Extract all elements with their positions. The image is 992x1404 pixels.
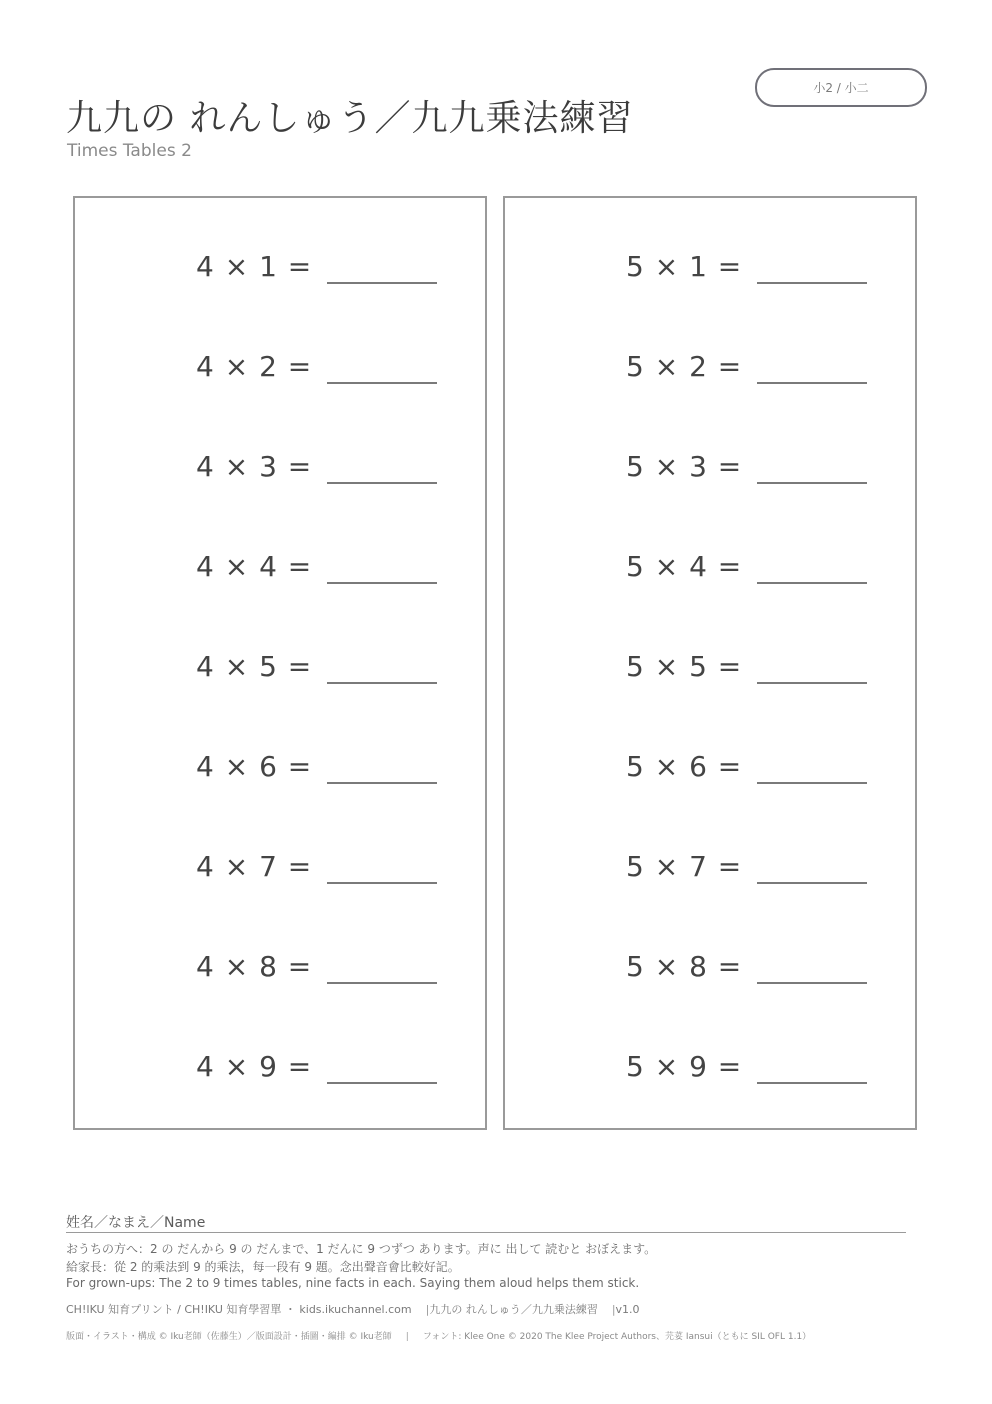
problem-text: 5 × 5 = <box>626 650 743 683</box>
problem-row <box>75 746 485 796</box>
credits-line <box>66 1329 811 1342</box>
answer-blank[interactable] <box>757 282 867 284</box>
note-english: For grown-ups: The 2 to 9 times tables, nine facts in each. Saying them aloud helps them stick. <box>66 1276 640 1290</box>
answer-blank[interactable] <box>757 382 867 384</box>
answer-blank[interactable] <box>757 982 867 984</box>
problem-row <box>505 246 915 296</box>
answer-blank[interactable] <box>757 782 867 784</box>
problem-row <box>505 1046 915 1096</box>
answer-blank[interactable] <box>327 582 437 584</box>
footer-info <box>66 1301 640 1317</box>
problem-row <box>75 246 485 296</box>
answer-blank[interactable] <box>327 1082 437 1084</box>
problem-row <box>75 1046 485 1096</box>
problem-text: 5 × 1 = <box>626 250 743 283</box>
problem-text: 5 × 9 = <box>626 1050 743 1083</box>
problem-text: 5 × 4 = <box>626 550 743 583</box>
problem-text: 4 × 2 = <box>196 350 313 383</box>
problem-text: 5 × 7 = <box>626 850 743 883</box>
right-problem-panel <box>503 196 917 1130</box>
footer-separator: | <box>405 1332 409 1342</box>
sheet-title-text: 九九の れんしゅう／九九乗法練習 <box>429 1303 598 1316</box>
problem-text: 4 × 5 = <box>196 650 313 683</box>
problem-text: 5 × 8 = <box>626 950 743 983</box>
problem-text: 5 × 2 = <box>626 350 743 383</box>
answer-blank[interactable] <box>327 782 437 784</box>
problem-row <box>505 946 915 996</box>
answer-blank[interactable] <box>327 382 437 384</box>
problem-row <box>505 646 915 696</box>
credits-layout: 版面・イラスト・構成 © Iku老師（佐藤生）／版面設計・插圖・編排 © Iku老師 <box>66 1332 392 1342</box>
answer-blank[interactable] <box>757 682 867 684</box>
problem-row <box>75 546 485 596</box>
credits-font: フォント: Klee One © 2020 The Klee Project Authors、芫荽 Iansui（ともに SIL OFL 1.1） <box>422 1332 812 1342</box>
page-subtitle: Times Tables 2 <box>67 141 192 161</box>
footer-separator: | <box>611 1303 616 1316</box>
problem-row <box>505 446 915 496</box>
version-text: v1.0 <box>615 1303 640 1316</box>
left-problem-panel <box>73 196 487 1130</box>
problem-row <box>505 346 915 396</box>
problem-row <box>505 546 915 596</box>
name-field[interactable] <box>66 1212 906 1233</box>
problem-row <box>75 446 485 496</box>
answer-blank[interactable] <box>327 682 437 684</box>
problem-text: 5 × 3 = <box>626 450 743 483</box>
note-chinese: 給家長：從 2 的乘法到 9 的乘法，每一段有 9 題。念出聲音會比較好記。 <box>66 1260 460 1274</box>
answer-blank[interactable] <box>327 982 437 984</box>
problem-row <box>75 646 485 696</box>
problem-text: 4 × 1 = <box>196 250 313 283</box>
brand-text: CH!IKU 知育プリント / CH!IKU 知育學習單 ・ kids.ikuchannel.com <box>66 1303 412 1316</box>
answer-blank[interactable] <box>327 282 437 284</box>
name-label: 姓名／なまえ／Name <box>66 1215 206 1231</box>
note-japanese: おうちの方へ：2 の だんから 9 の だんまで、1 だんに 9 つずつ あります。声に 出して 読むと おぼえます。 <box>66 1242 657 1256</box>
answer-blank[interactable] <box>327 482 437 484</box>
answer-blank[interactable] <box>327 882 437 884</box>
problem-row <box>75 946 485 996</box>
grade-badge: 小2 / 小二 <box>755 68 927 107</box>
answer-blank[interactable] <box>757 1082 867 1084</box>
answer-blank[interactable] <box>757 482 867 484</box>
problem-text: 5 × 6 = <box>626 750 743 783</box>
problem-text: 4 × 3 = <box>196 450 313 483</box>
footer-separator: | <box>425 1303 430 1316</box>
answer-blank[interactable] <box>757 582 867 584</box>
problem-text: 4 × 4 = <box>196 550 313 583</box>
problem-row <box>505 746 915 796</box>
problem-text: 4 × 8 = <box>196 950 313 983</box>
problem-row <box>75 846 485 896</box>
problem-text: 4 × 6 = <box>196 750 313 783</box>
page-title: 九九の れんしゅう／九九乗法練習 <box>66 98 634 139</box>
problem-text: 4 × 9 = <box>196 1050 313 1083</box>
problem-row <box>75 346 485 396</box>
problem-row <box>505 846 915 896</box>
problem-text: 4 × 7 = <box>196 850 313 883</box>
answer-blank[interactable] <box>757 882 867 884</box>
